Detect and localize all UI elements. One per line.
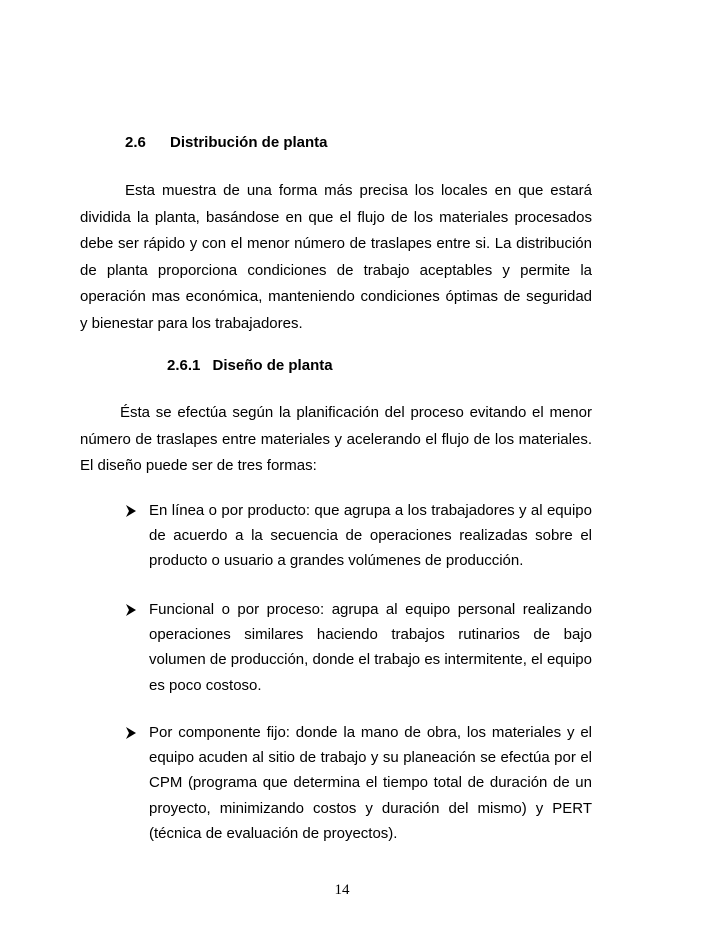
arrowhead-bullet-icon <box>125 726 137 740</box>
arrowhead-bullet-icon <box>125 504 137 518</box>
arrowhead-bullet-icon <box>125 603 137 617</box>
subsection-heading <box>167 357 333 375</box>
subsection-paragraph: Ésta se efectúa según la planificación del proceso evitando el menor número de traslapes entre materiales y acelerando el flujo de los materiales. El diseño puede ser de tres formas: <box>80 404 592 475</box>
section-number: 2.6 <box>125 134 146 151</box>
list-item <box>125 720 592 846</box>
section-title: Distribución de planta <box>170 134 328 151</box>
page-number: 14 <box>334 882 350 898</box>
section-paragraph: Esta muestra de una forma más precisa los locales en que estará dividida la planta, basándose en que el flujo de los materiales procesados debe ser rápido y con el menor número de traslapes entre si. La distribución de planta proporciona condiciones de trabajo aceptables y permite la operación mas económica, manteniendo condiciones óptimas de seguridad y bienestar para los trabajadores. <box>80 182 592 332</box>
list-item-text: En línea o por producto: que agrupa a los trabajadores y al equipo de acuerdo a la secuencia de operaciones realizadas sobre el producto o usuario a grandes volúmenes de producción. <box>149 502 592 570</box>
subsection-title: Diseño de planta <box>212 357 333 374</box>
list-item <box>125 498 592 574</box>
list-item <box>125 597 592 698</box>
list-item-text: Funcional o por proceso: agrupa al equipo personal realizando operaciones similares haciendo trabajos rutinarios de bajo volumen de producción, donde el trabajo es intermitente, el equipo es poco costoso. <box>149 601 592 694</box>
subsection-number: 2.6.1 <box>167 357 201 374</box>
list-item-text: Por componente fijo: donde la mano de obra, los materiales y el equipo acuden al sitio de trabajo y su planeación se efectúa por el CPM (programa que determina el tiempo total de duración de un proyecto, minimizando costos y duración del mismo) y PERT (técnica de evaluación de proyectos). <box>149 724 592 842</box>
